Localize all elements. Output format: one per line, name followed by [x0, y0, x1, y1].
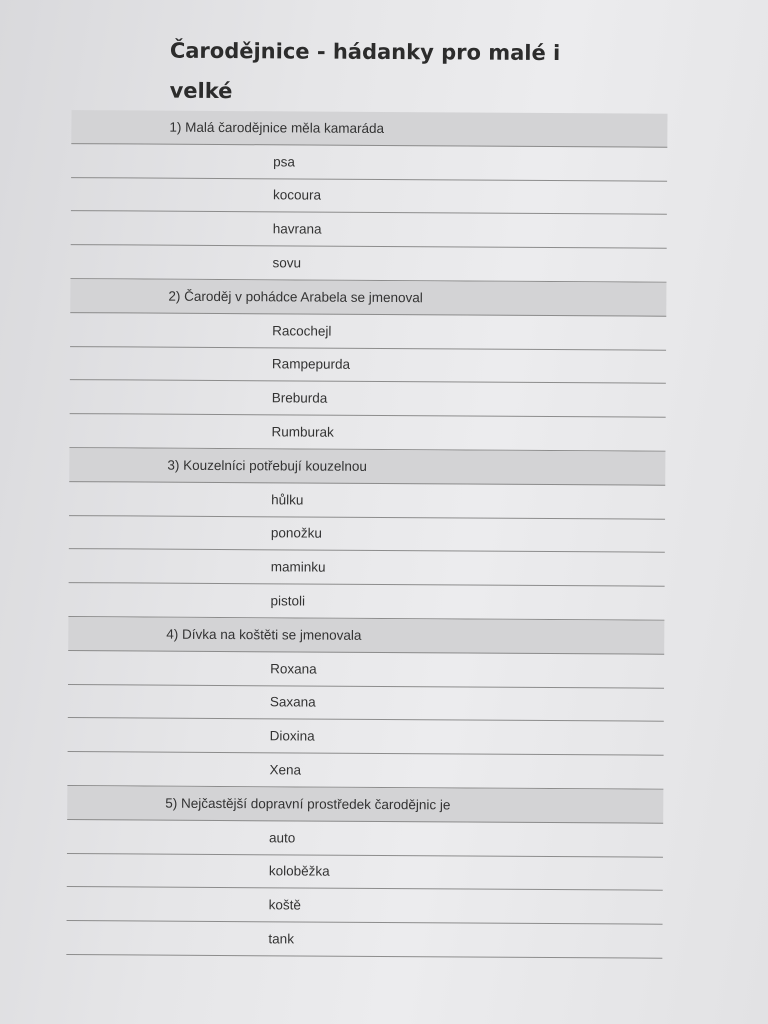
- answer-row: Rumburak: [69, 414, 665, 451]
- answer-row: koloběžka: [67, 854, 663, 891]
- answer-row: Racochejl: [70, 313, 666, 350]
- answer-row: koště: [67, 887, 663, 924]
- answer-row: maminku: [69, 549, 665, 586]
- answer-row: sovu: [70, 245, 666, 282]
- question-row-4: 4) Dívka na koštěti se jmenovala: [68, 617, 664, 654]
- page-title: Čarodějnice - hádanky pro malé i velké: [169, 38, 561, 104]
- answer-row: pistoli: [68, 583, 664, 620]
- answer-row: Breburda: [70, 380, 666, 417]
- answer-row: kocoura: [71, 178, 667, 215]
- question-row-3: 3) Kouzelníci potřebují kouzelnou: [69, 448, 665, 485]
- answer-row: tank: [66, 921, 662, 958]
- answer-row: hůlku: [69, 482, 665, 519]
- answer-row: havrana: [71, 211, 667, 248]
- answer-row: Dioxina: [68, 718, 664, 755]
- answer-row: ponožku: [69, 516, 665, 553]
- answer-row: Saxana: [68, 685, 664, 722]
- question-row-1: 1) Malá čarodějnice měla kamaráda: [71, 110, 667, 147]
- answer-row: auto: [67, 820, 663, 857]
- answer-row: psa: [71, 144, 667, 181]
- quiz-table: [66, 110, 667, 959]
- answer-row: Roxana: [68, 651, 664, 688]
- document-page: [54, 30, 700, 994]
- question-row-2: 2) Čaroděj v pohádce Arabela se jmenoval: [70, 279, 666, 316]
- answer-row: Rampepurda: [70, 347, 666, 384]
- question-row-5: 5) Nejčastější dopravní prostředek čarodějnic je: [67, 786, 663, 823]
- answer-row: Xena: [67, 752, 663, 789]
